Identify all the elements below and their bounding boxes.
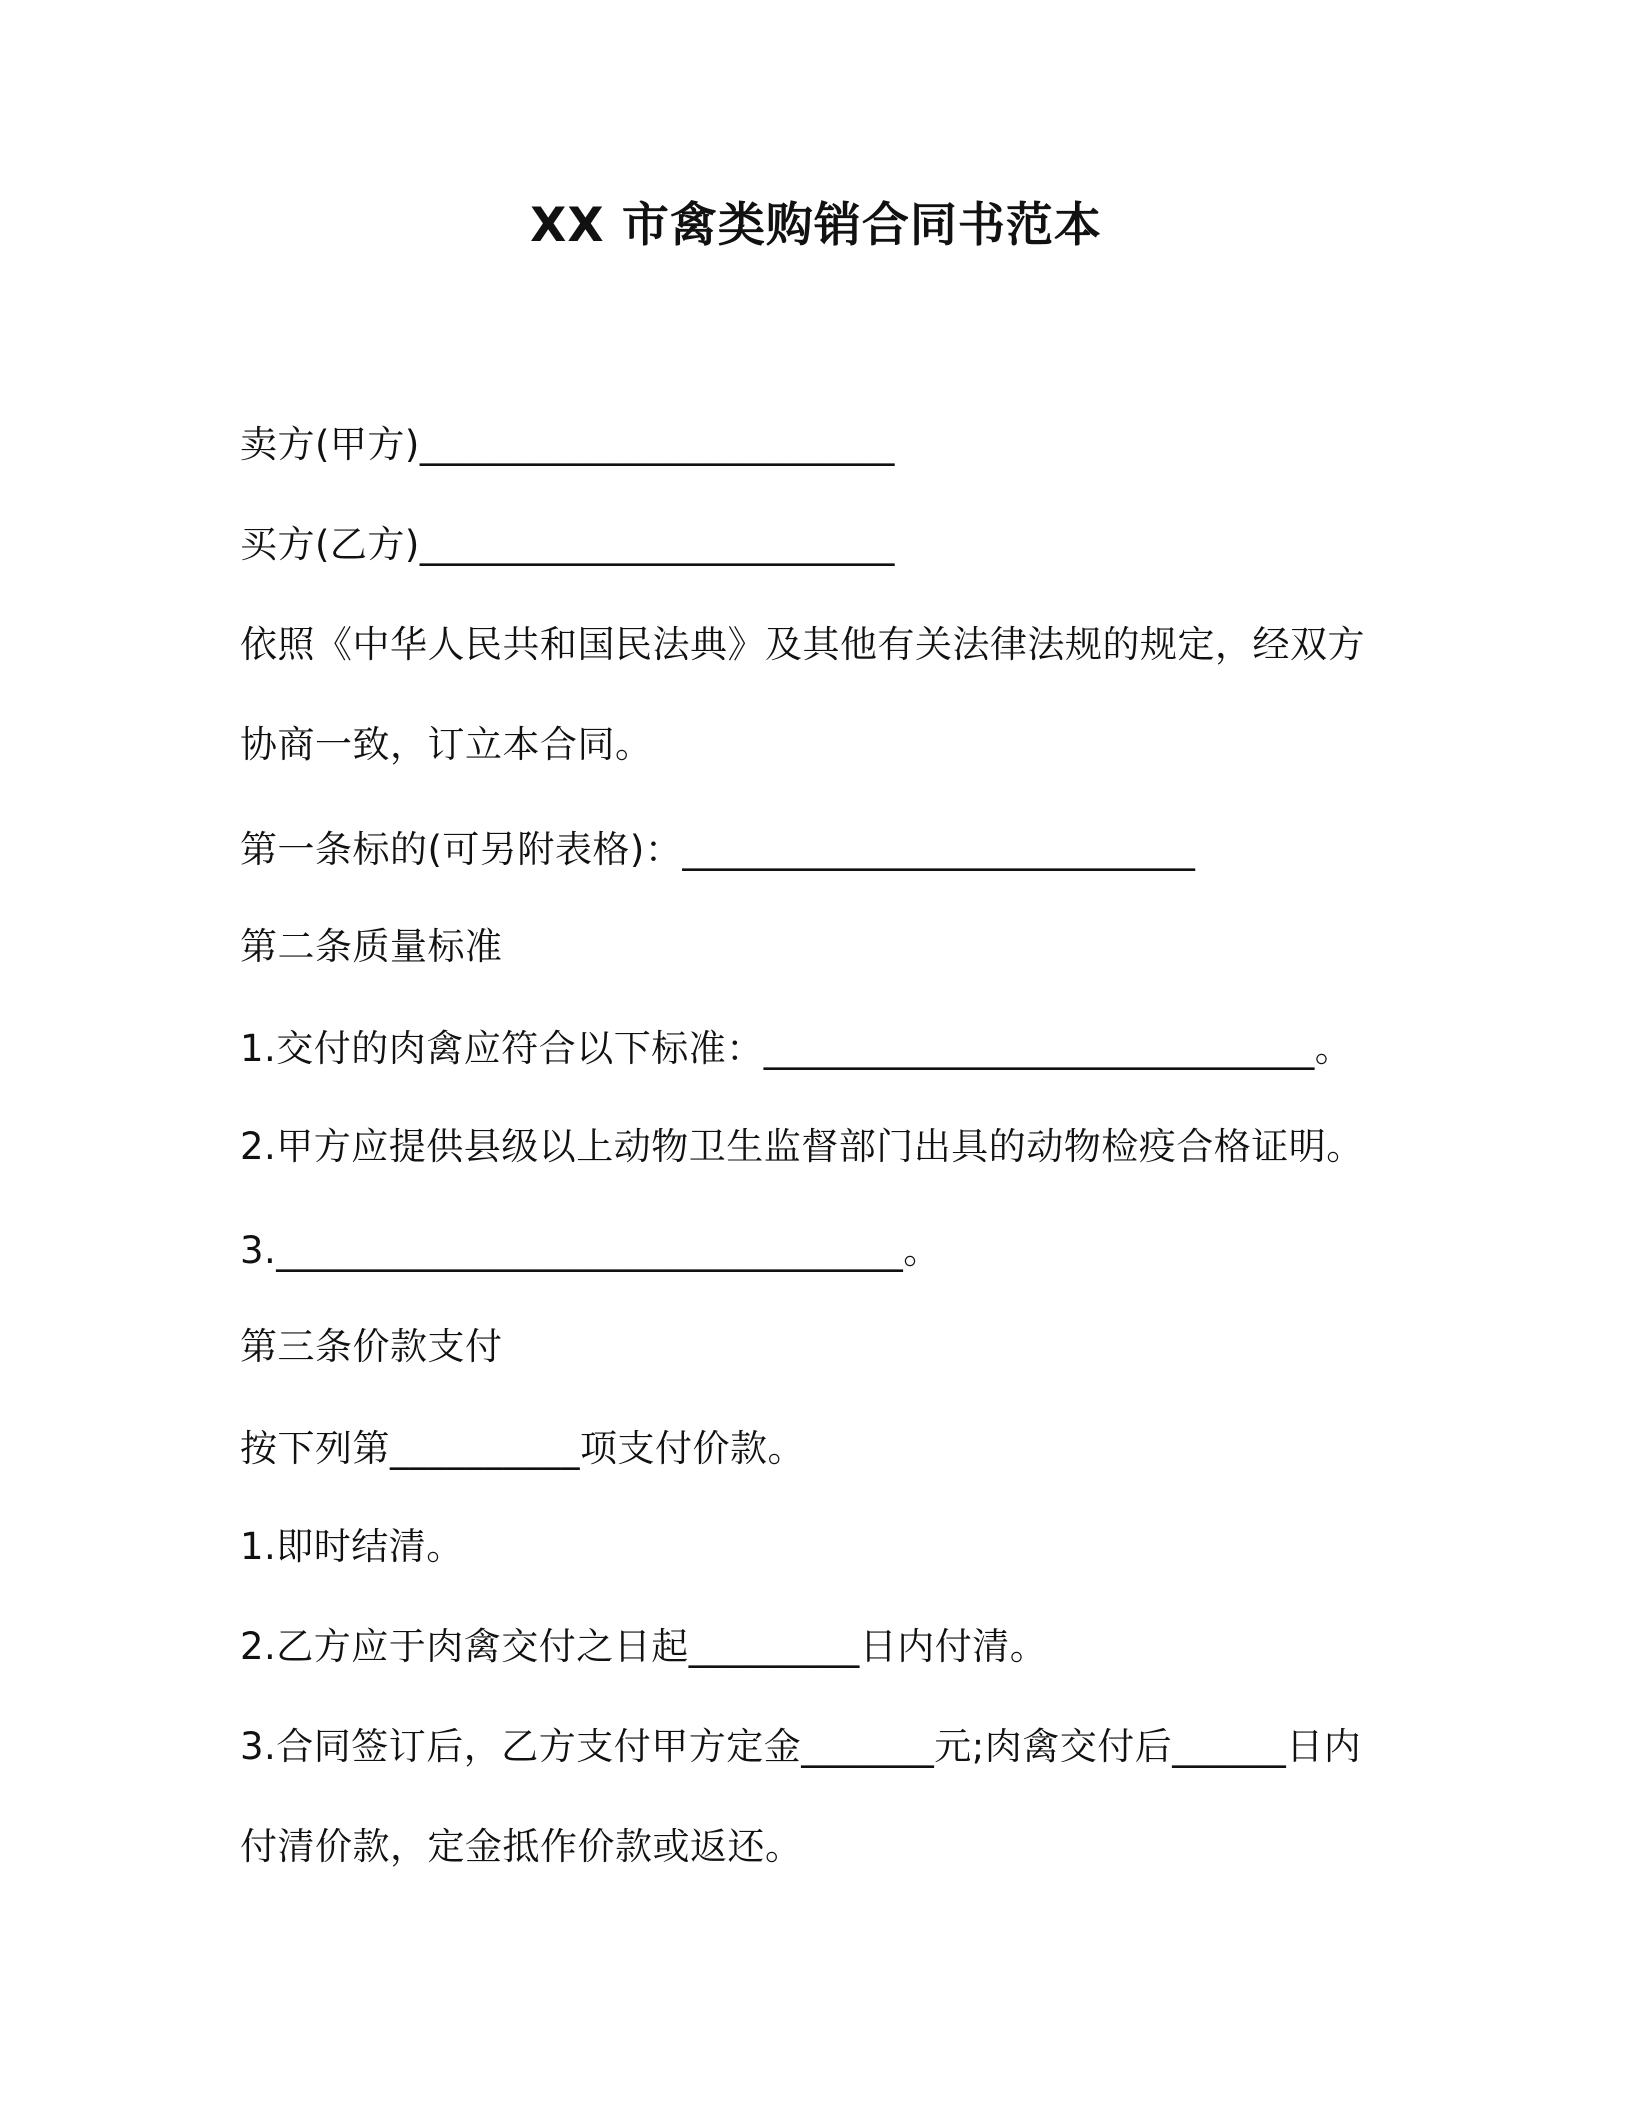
article-1-subject: 第一条标的(可另附表格)：___________________________ bbox=[240, 828, 1196, 871]
article-3-item-3-line-1: 3.合同签订后，乙方支付甲方定金_______元;肉禽交付后______日内 bbox=[240, 1725, 1362, 1768]
buyer-line: 买方(乙方)_________________________ bbox=[240, 523, 895, 566]
article-2-heading: 第二条质量标准 bbox=[240, 925, 503, 968]
preamble-line-1: 依照《中华人民共和国民法典》及其他有关法律法规的规定，经双方 bbox=[240, 623, 1365, 666]
article-2-item-2: 2.甲方应提供县级以上动物卫生监督部门出具的动物检疫合格证明。 bbox=[240, 1125, 1364, 1168]
article-3-heading: 第三条价款支付 bbox=[240, 1325, 503, 1368]
article-2-item-3: 3._________________________________。 bbox=[240, 1229, 941, 1272]
article-2-item-1: 1.交付的肉禽应符合以下标准：_____________________________。 bbox=[240, 1027, 1353, 1070]
article-3-item-1: 1.即时结清。 bbox=[240, 1525, 464, 1568]
article-3-item-2: 2.乙方应于肉禽交付之日起_________日内付清。 bbox=[240, 1625, 1048, 1668]
seller-line: 卖方(甲方)_________________________ bbox=[240, 423, 895, 466]
article-3-intro: 按下列第__________项支付价款。 bbox=[240, 1427, 805, 1470]
preamble-line-2: 协商一致，订立本合同。 bbox=[240, 723, 653, 766]
document-title: XX 市禽类购销合同书范本 bbox=[530, 198, 1102, 253]
article-3-item-3-line-2: 付清价款，定金抵作价款或返还。 bbox=[240, 1825, 803, 1868]
